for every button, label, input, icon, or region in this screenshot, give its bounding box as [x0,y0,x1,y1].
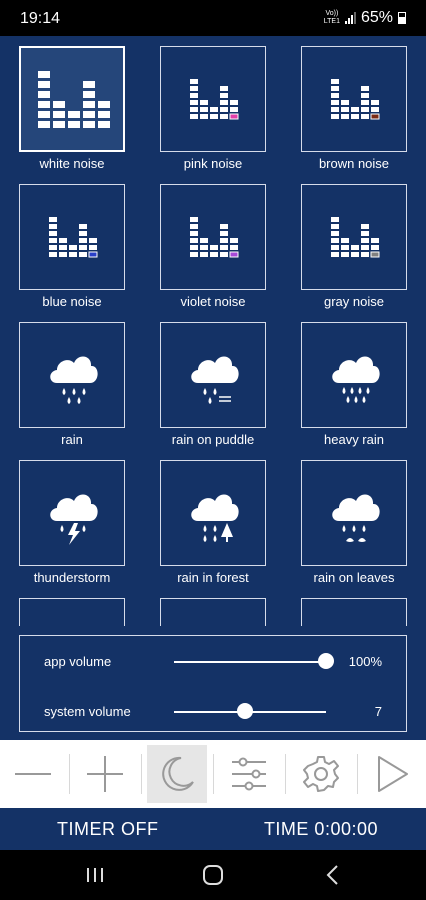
sound-label: rain on leaves [313,570,395,585]
status-indicators [324,9,406,27]
volume-panel [19,635,407,732]
sound-tile[interactable] [301,460,407,566]
sound-tile[interactable] [160,322,266,428]
plus-icon [85,754,125,794]
play-icon [372,754,412,794]
toolbar-divider [213,754,214,794]
bars-icon [161,47,267,153]
system-volume-thumb[interactable] [237,703,253,719]
heavy-rain-icon [302,323,408,429]
recent-apps-button[interactable] [82,862,108,893]
minus-button[interactable] [3,745,63,803]
network-bottom: LTE1 [323,18,340,25]
sound-tile[interactable] [301,46,407,152]
status-bar [0,0,426,36]
minus-icon [13,754,53,794]
rain-puddle-icon [161,323,267,429]
sound-label: brown noise [318,156,390,171]
signal-icon [345,12,356,24]
plus-button[interactable] [75,745,135,803]
sound-tile[interactable] [19,322,125,428]
back-icon [320,862,346,888]
moon-icon [157,754,197,794]
bars-icon [20,185,126,291]
app-volume-thumb[interactable] [318,653,334,669]
battery-percent: 65% [360,9,393,26]
sound-tile[interactable] [19,184,125,290]
system-volume-value: 7 [374,704,382,719]
sliders-icon [229,754,269,794]
toolbar-divider [69,754,70,794]
sound-tile[interactable] [301,598,407,626]
sound-label: pink noise [183,156,243,171]
back-button[interactable] [320,862,346,893]
bars-icon [161,185,267,291]
rain-cloud-icon [20,323,126,429]
sound-label: blue noise [42,294,102,309]
app-volume-label: app volume [44,654,112,669]
sound-tile[interactable] [19,46,125,152]
sound-label: heavy rain [324,432,384,447]
sound-label: rain [61,432,83,447]
settings-button[interactable] [291,745,351,803]
toolbar-divider [357,754,358,794]
sound-label: violet noise [180,294,246,309]
home-button[interactable] [200,862,226,893]
network-top: Vo)) [325,10,339,17]
timer-status[interactable]: TIMER OFF [57,819,159,839]
toolbar-divider [285,754,286,794]
sound-tile[interactable] [301,322,407,428]
toolbar [0,740,426,808]
rain-forest-icon [161,461,267,567]
timer-bar [0,808,426,850]
sound-label: gray noise [324,294,384,309]
sound-tile[interactable] [160,46,266,152]
mixer-button[interactable] [219,745,279,803]
sound-label: rain in forest [177,570,249,585]
bars-icon [302,47,408,153]
sound-tile[interactable] [160,460,266,566]
sound-tile[interactable] [19,460,125,566]
sound-label: thunderstorm [33,570,111,585]
sound-tile[interactable] [160,598,266,626]
bars-icon [21,48,127,154]
toolbar-divider [141,754,142,794]
play-button[interactable] [362,745,422,803]
sound-grid [0,36,426,626]
sound-tile[interactable] [19,598,125,626]
rain-leaves-icon [302,461,408,567]
battery-icon [398,12,406,24]
elapsed-time: TIME 0:00:00 [263,819,378,839]
system-volume-label: system volume [44,704,131,719]
sleep-timer-button[interactable] [147,745,207,803]
network-indicator [324,10,340,26]
sound-label: rain on puddle [171,432,255,447]
system-nav-bar [0,850,426,900]
home-icon [200,862,226,888]
recent-apps-icon [82,862,108,888]
sound-tile[interactable] [301,184,407,290]
app-volume-slider[interactable] [174,661,326,663]
app-volume-value: 100% [348,654,382,669]
gear-icon [301,754,341,794]
thunderstorm-icon [20,461,126,567]
bars-icon [302,185,408,291]
status-time: 19:14 [20,10,61,27]
sound-label: white noise [39,156,105,171]
sound-tile[interactable] [160,184,266,290]
